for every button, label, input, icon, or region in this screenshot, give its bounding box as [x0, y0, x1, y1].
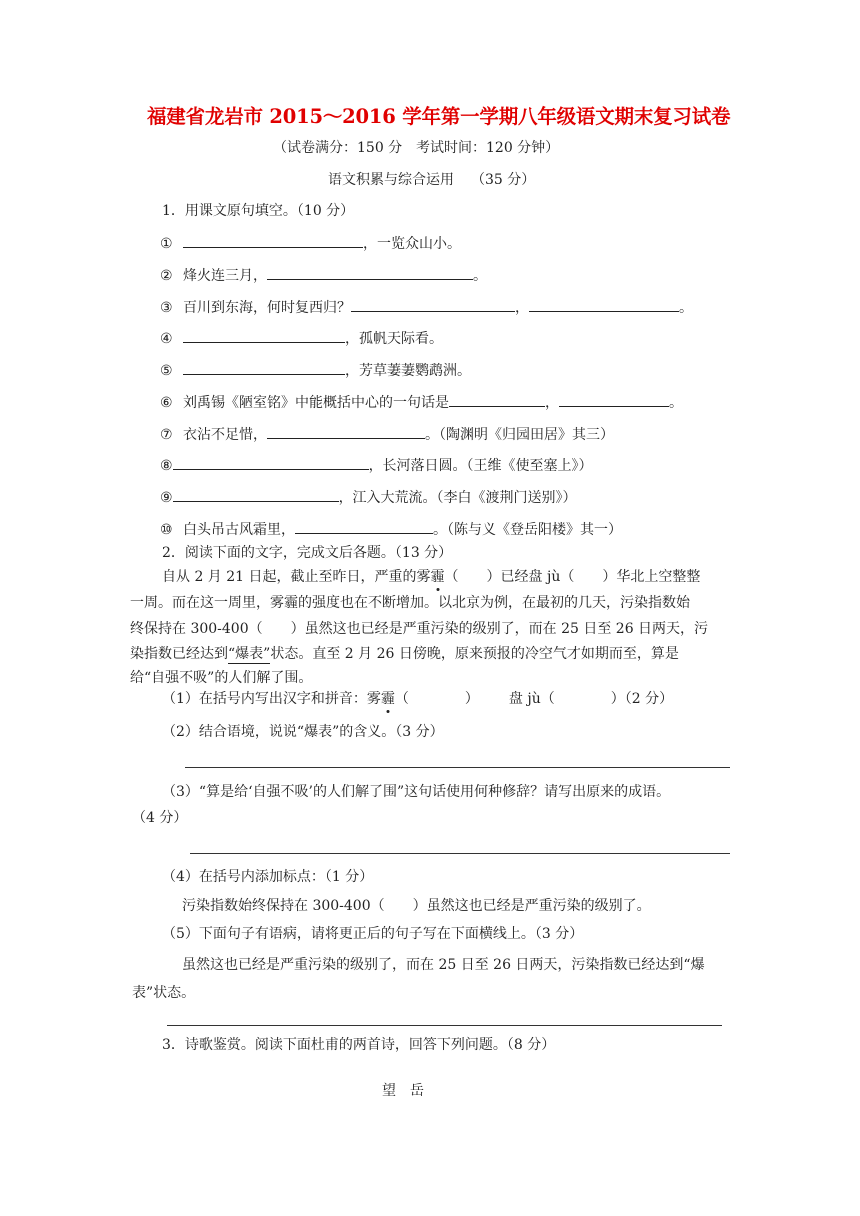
list-item: ⑨ ，江入大荒流。（李白《渡荆门送别》）: [160, 487, 577, 508]
answer-blank[interactable]: [267, 265, 473, 280]
q2-sub4-sentence: 污染指数始终保持在 300-400（ ）虽然这也已经是严重污染的级别了。: [182, 898, 651, 914]
list-item: ③ 百川到东海，何时复西归？ ， 。: [160, 297, 693, 318]
list-item: ① ，一览众山小。: [160, 233, 461, 254]
answer-blank[interactable]: [183, 328, 345, 343]
list-item: ② 烽火连三月， 。: [160, 265, 487, 286]
section-points: （35 分）: [471, 172, 536, 188]
list-item: ⑧ ，长河落日圆。（王维《使至塞上》）: [160, 455, 593, 476]
answer-blank[interactable]: [559, 392, 669, 407]
answer-blank[interactable]: [295, 519, 433, 534]
answer-blank[interactable]: [183, 360, 345, 375]
answer-blank[interactable]: [529, 297, 679, 312]
q2-sub1: （1）在括号内写出汉字和拼音：雾霾（ ） 盘 jù（ ）（2 分）: [162, 691, 674, 707]
answer-blank[interactable]: [173, 455, 369, 470]
list-item: ④ ，孤帆天际看。: [160, 328, 443, 349]
passage-line: 给“自强不吸”的人们解了围。: [130, 670, 313, 686]
time-info: 考试时间：120 分钟）: [416, 140, 560, 156]
list-item: ⑩ 白头吊古风霜里， 。（陈与义《登岳阳楼》其一）: [160, 519, 622, 540]
answer-blank[interactable]: [183, 233, 363, 248]
poem-title: 望 岳: [382, 1083, 424, 1099]
passage-line: 一周。而在这一周里，雾霾的强度也在不断增加。以北京为例，在最初的几天，污染指数始: [130, 595, 690, 611]
answer-line[interactable]: [185, 767, 730, 768]
answer-blank[interactable]: [351, 297, 515, 312]
q1-prompt: 1．用课文原句填空。（10 分）: [162, 203, 355, 219]
q2-prompt: 2．阅读下面的文字，完成文后各题。（13 分）: [162, 545, 453, 561]
passage-line: 染指数已经达到“爆表”状态。直至 2 月 26 日傍晚，原来预报的冷空气才如期而至，算是: [130, 646, 679, 662]
score-info: （试卷满分：150 分: [273, 140, 403, 156]
answer-line[interactable]: [167, 1025, 722, 1026]
q2-sub5-prompt: （5）下面句子有语病，请将更正后的句子写在下面横线上。（3 分）: [162, 926, 584, 942]
answer-blank[interactable]: [173, 487, 339, 502]
q2-sub3-points: （4 分）: [132, 810, 188, 826]
passage-line: 终保持在 300-400（ ）虽然这也已经是严重污染的级别了，而在 25 日至 26 日两天，污: [130, 621, 709, 637]
q2-sub5-sentence: 虽然这也已经是严重污染的级别了，而在 25 日至 26 日两天，污染指数已经达到“爆: [182, 957, 705, 973]
q2-sub4-prompt: （4）在括号内添加标点：（1 分）: [162, 869, 374, 885]
list-item: ⑥ 刘禹锡《陋室铭》中能概括中心的一句话是 ， 。: [160, 392, 683, 413]
q2-sub2: （2）结合语境，说说“爆表”的含义。（3 分）: [162, 724, 444, 740]
q2-sub3: （3）“算是给‘自强不吸’的人们解了围”这句话使用何种修辞？请写出原来的成语。: [162, 784, 671, 800]
q3-prompt: 3．诗歌鉴赏。阅读下面杜甫的两首诗，回答下列问题。（8 分）: [162, 1037, 556, 1053]
q2-sub5-sentence-end: 表”状态。: [132, 985, 196, 1001]
answer-line[interactable]: [190, 853, 730, 854]
list-item: ⑦ 衣沾不足惜， 。（陶渊明《归园田居》其三）: [160, 424, 614, 445]
answer-blank[interactable]: [267, 424, 425, 439]
passage-line: 自从 2 月 21 日起，截止至昨日，严重的雾霾（ ）已经盘 jù（ ）华北上空整整: [162, 569, 701, 585]
list-item: ⑤ ，芳草萋萋鹦鹉洲。: [160, 360, 471, 381]
exam-title: 福建省龙岩市 2015～2016 学年第一学期八年级语文期末复习试卷: [147, 105, 731, 128]
answer-blank[interactable]: [449, 392, 545, 407]
section-label: 语文积累与综合运用: [328, 172, 454, 188]
